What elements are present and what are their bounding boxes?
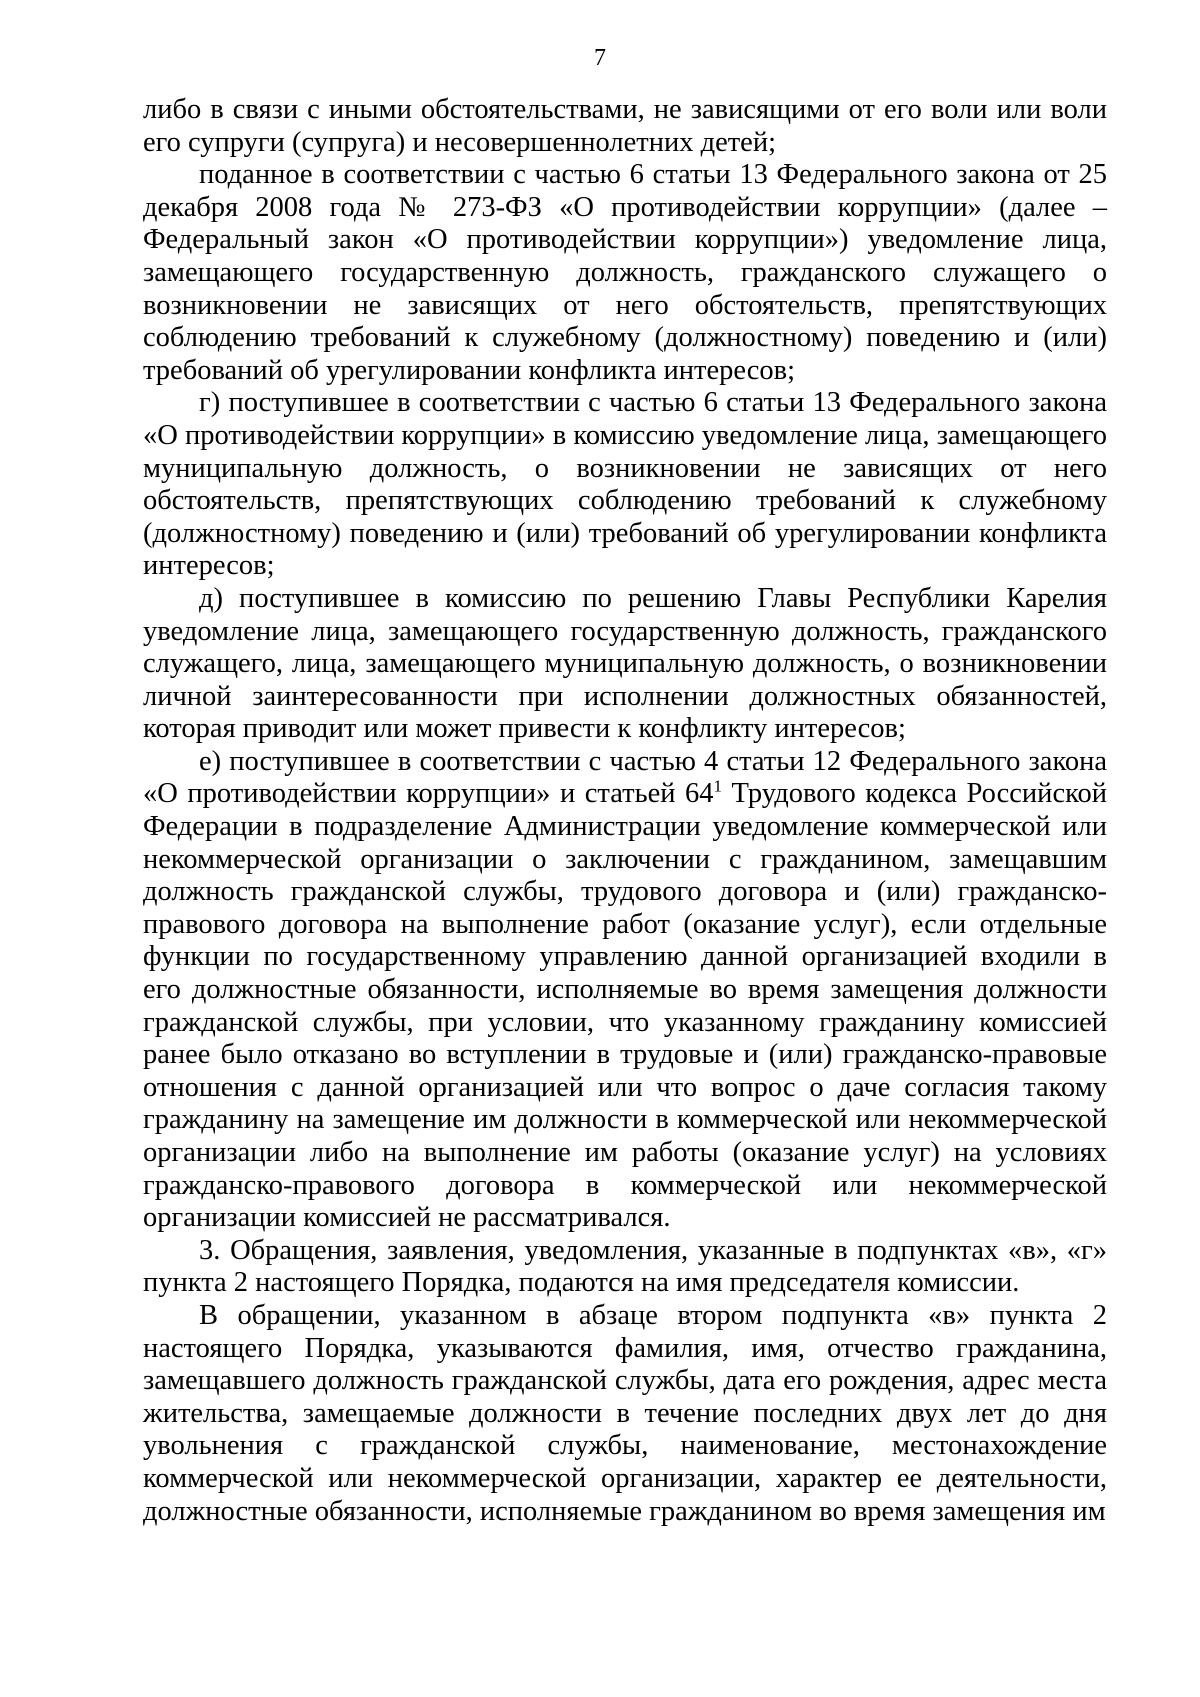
paragraph-item-d: д) поступившее в комиссию по решению Главы Республики Карелия уведомление лица, замещающего государственную должность, гражданского служащего, лица, замещающего муниципальную должность, о возникновении личной заинтересованности при исполнении должностных обязанностей, которая приводит или может привести к конфликту интересов; [143, 582, 1107, 745]
paragraph-notification-federal-law: поданное в соответствии с частью 6 статьи 13 Федерального закона от 25 декабря 2008 года № 273-ФЗ «О противодействии коррупции» (далее – Федеральный закон «О противодействии коррупции») уведомление лица, замещающего государственную должность, гражданского служащего о возникновении не зависящих от него обстоятельств, препятствующих соблюдению требований к служебному (должностному) поведению и (или) требований об урегулировании конфликта интересов; [143, 159, 1107, 386]
paragraph-item-e-text-before: е) поступившее в соответствии с частью 4 статьи 12 Федерального закона «О противодействии коррупции» и статьей 64 [143, 745, 1107, 810]
page-number: 7 [594, 45, 606, 71]
document-body [143, 94, 1107, 1528]
paragraph-item-g: г) поступившее в соответствии с частью 6 статьи 13 Федерального закона «О противодействии коррупции» в комиссию уведомление лица, замещающего муниципальную должность, о возникновении не зависящих от него обстоятельств, препятствующих соблюдению требований к служебному (должностному) поведению и (или) требований об урегулировании конфликта интересов; [143, 387, 1107, 582]
paragraph-item-e-text-after: Трудового кодекса Российской Федерации в подразделение Администрации уведомление коммерческой или некоммерческой организации о заключении с гражданином, замещавшим должность гражданской службы, трудового договора и (или) гражданско-правового договора на выполнение работ (оказание услуг), если отдельные функции по государственному управлению данной организацией входили в его должностные обязанности, исполняемые во время замещения должности гражданской службы, при условии, что указанному гражданину комиссией ранее было отказано во вступлении в трудовые и (или) гражданско-правовые отношения с данной организацией или что вопрос о даче согласия такому гражданину на замещение им должности в коммерческой или некоммерческой организации либо на выполнение им работы (оказание услуг) на условиях гражданско-правового договора в коммерческой или некоммерческой организации комиссией не рассматривался. [143, 778, 1107, 1234]
paragraph-point-3: 3. Обращения, заявления, уведомления, указанные в подпунктах «в», «г» пункта 2 настоящего Порядка, подаются на имя председателя комиссии. [143, 1234, 1107, 1299]
paragraph-item-e [143, 746, 1107, 1235]
paragraph-continuation: либо в связи с иными обстоятельствами, не зависящими от его воли или воли его супруги (супруга) и несовершеннолетних детей; [143, 94, 1107, 158]
paragraph-appeal-contents: В обращении, указанном в абзаце втором подпункта «в» пункта 2 настоящего Порядка, указываются фамилия, имя, отчество гражданина, замещавшего должность гражданской службы, дата его рождения, адрес места жительства, замещаемые должности в течение последних двух лет до дня увольнения с гражданской службы, наименование, местонахождение коммерческой или некоммерческой организации, характер ее деятельности, должностные обязанности, исполняемые гражданином во время замещения им [143, 1299, 1107, 1527]
article-superscript: 1 [713, 776, 723, 796]
